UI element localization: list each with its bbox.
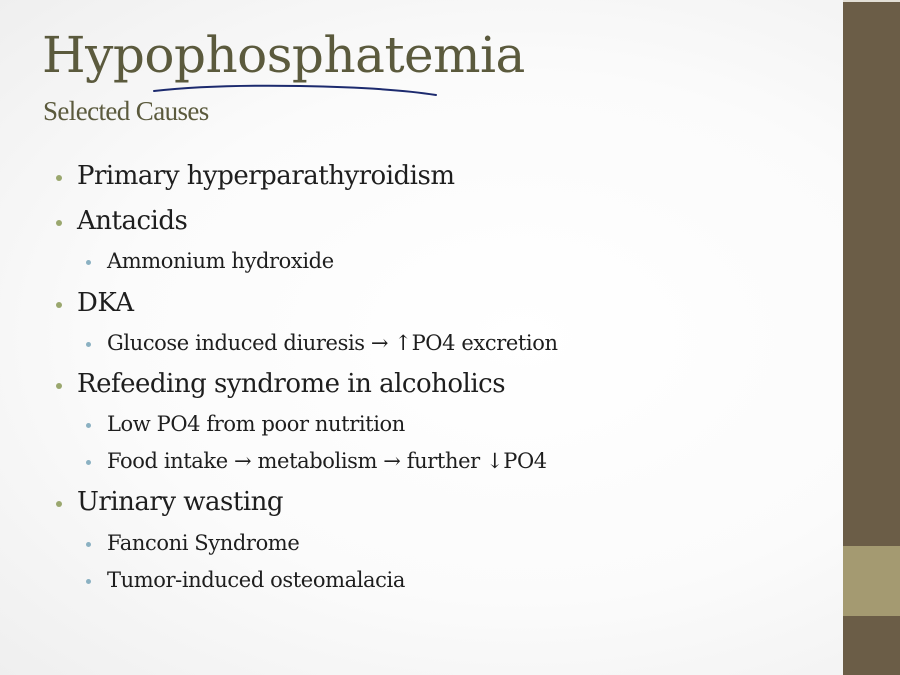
bullet-item: Antacids (77, 206, 188, 236)
sidebar-top-line (843, 0, 900, 2)
bullet-item: DKA (77, 288, 134, 318)
bullet-marker-icon (56, 501, 62, 507)
bullet-marker-icon (56, 220, 62, 226)
sidebar-accent-block (843, 546, 900, 616)
bullet-marker-icon (86, 423, 91, 428)
bullet-item: Primary hyperparathyroidism (77, 161, 455, 191)
sub-bullet-item: Tumor-induced osteomalacia (107, 568, 405, 592)
sub-bullet-item: Ammonium hydroxide (107, 249, 334, 273)
sub-bullet-item: Glucose induced diuresis → ↑PO4 excretion (107, 331, 558, 355)
sub-bullet-item: Fanconi Syndrome (107, 531, 300, 555)
sub-bullet-item: Food intake → metabolism → further ↓PO4 (107, 449, 547, 473)
bullet-marker-icon (86, 460, 91, 465)
bullet-marker-icon (86, 342, 91, 347)
pen-annotation-stroke (154, 86, 436, 95)
bullet-item: Urinary wasting (77, 487, 284, 517)
bullet-marker-icon (86, 542, 91, 547)
slide-subtitle: Selected Causes (43, 96, 209, 126)
bullet-item: Refeeding syndrome in alcoholics (77, 369, 506, 399)
bullet-marker-icon (56, 383, 62, 389)
slide-title: Hypophosphatemia (42, 26, 525, 84)
bullet-marker-icon (86, 579, 91, 584)
bullet-marker-icon (86, 260, 91, 265)
bullet-marker-icon (56, 302, 62, 308)
sub-bullet-item: Low PO4 from poor nutrition (107, 412, 405, 436)
bullet-marker-icon (56, 175, 62, 181)
